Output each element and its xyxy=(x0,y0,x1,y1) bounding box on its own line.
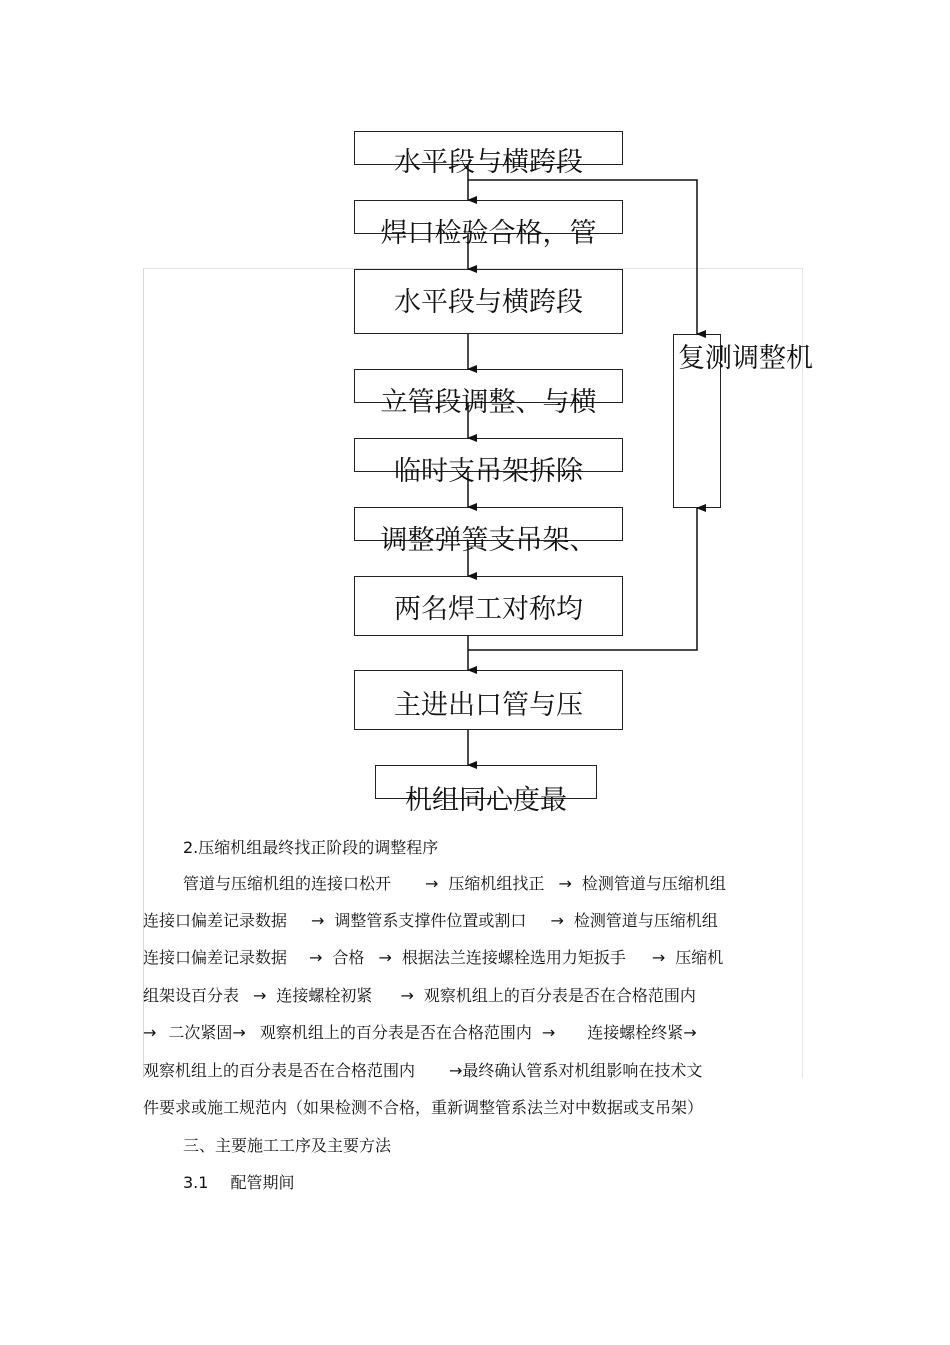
flow-side-box-text: 复测调整机 xyxy=(678,343,813,374)
loop-top-connector xyxy=(468,180,697,334)
section3-sub-title: 配管期间 xyxy=(230,1173,295,1192)
flow-step-8-text: 主进出口管与压 xyxy=(394,690,583,721)
flow-step-9-text: 机组同心度最 xyxy=(405,785,567,816)
section2-line-1: 管道与压缩机组的连接口松开 → 压缩机组找正 → 检测管道与压缩机组 xyxy=(183,874,726,893)
flow-step-6-text: 调整弹簧支吊架、 xyxy=(380,525,597,556)
section2-heading: 2.压缩机组最终找正阶段的调整程序 xyxy=(183,838,439,857)
section2-line-7: 件要求或施工规范内（如果检测不合格，重新调整管系法兰对中数据或支吊架） xyxy=(143,1098,704,1117)
section3-sub-number: 3.1 xyxy=(183,1173,209,1192)
section3-subheading xyxy=(183,1173,294,1193)
section2-line-5: → 二次紧固→ 观察机组上的百分表是否在合格范围内 → 连接螺栓终紧→ xyxy=(143,1023,697,1042)
loop-bottom-connector xyxy=(468,508,697,650)
flow-step-5-text: 临时支吊架拆除 xyxy=(394,456,583,487)
flow-step-4-text: 立管段调整、与横 xyxy=(380,387,597,418)
flow-step-7-text: 两名焊工对称均 xyxy=(394,594,583,625)
section2-line-4: 组架设百分表 → 连接螺栓初紧 → 观察机组上的百分表是否在合格范围内 xyxy=(143,986,696,1005)
section3-heading: 三、主要施工工序及主要方法 xyxy=(183,1136,392,1155)
section2-line-6: 观察机组上的百分表是否在合格范围内 →最终确认管系对机组影响在技术文 xyxy=(143,1061,703,1080)
flow-step-1-text: 水平段与横跨段 xyxy=(394,147,583,178)
flow-step-3-text: 水平段与横跨段 xyxy=(394,287,583,318)
flow-step-2-text: 焊口检验合格，管 xyxy=(380,218,597,249)
section2-line-3: 连接口偏差记录数据 → 合格 → 根据法兰连接螺栓选用力矩扳手 → 压缩机 xyxy=(143,948,724,967)
section2-line-2: 连接口偏差记录数据 → 调整管系支撑件位置或割口 → 检测管道与压缩机组 xyxy=(143,911,718,930)
